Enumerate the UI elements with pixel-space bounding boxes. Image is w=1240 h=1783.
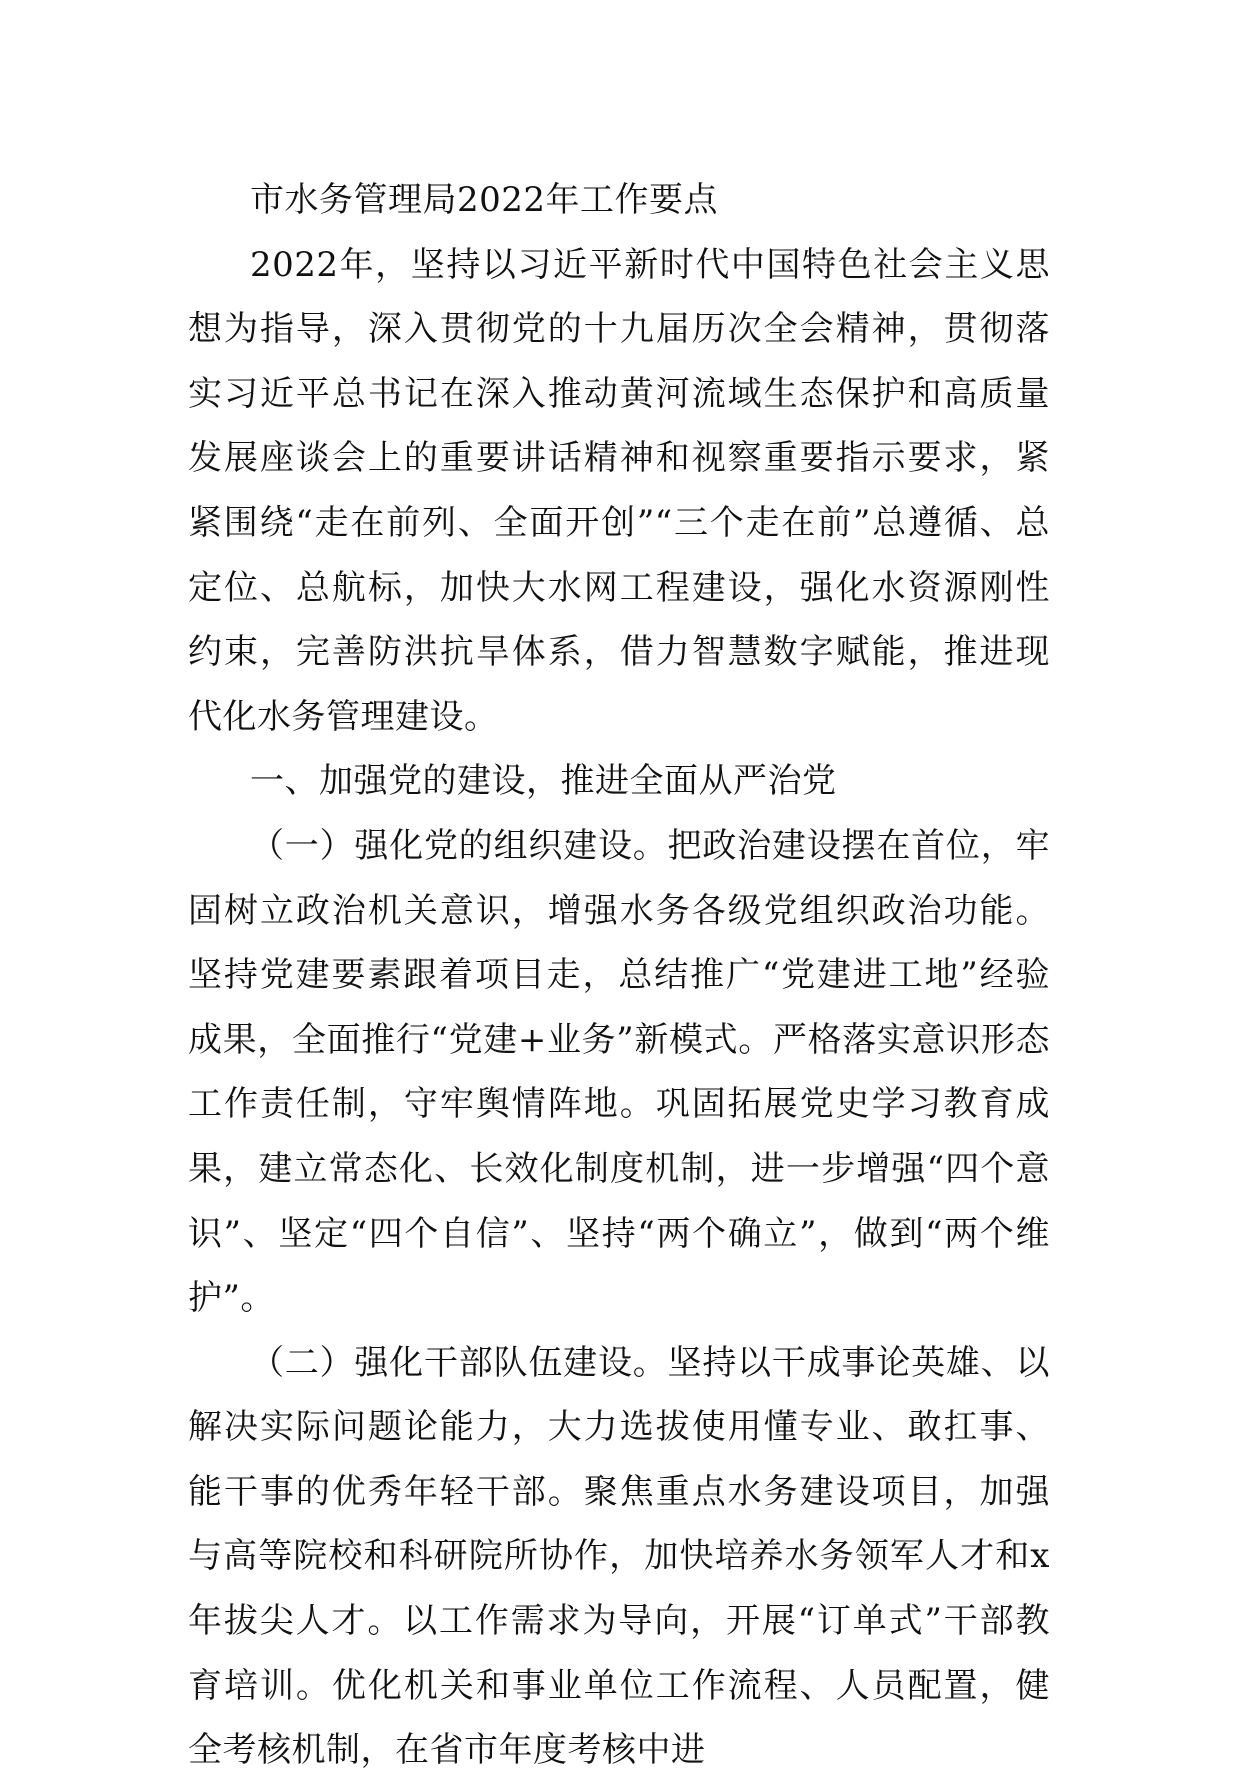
subsection-1-paragraph: （一）强化党的组织建设。把政治建设摆在首位，牢固树立政治机关意识，增强水务各级党组织政治功能。坚持党建要素跟着项目走，总结推广“党建进工地”经验成果，全面推行“党建+业务”新模式。严格落实意识形态工作责任制，守牢舆情阵地。巩固拓展党史学习教育成果，建立常态化、长效化制度机制，进一步增强“四个意识”、坚定“四个自信”、坚持“两个确立”，做到“两个维护”。 [188,825,1050,1319]
document-title: 市水务管理局2022年工作要点 [250,180,719,220]
subsection-2-paragraph: （二）强化干部队伍建设。坚持以干成事论英雄、以解决实际问题论能力，大力选拔使用懂专业、敢扛事、能干事的优秀年轻干部。聚焦重点水务建设项目，加强与高等院校和科研院所协作，加快培养水务领军人才和x年拔尖人才。以工作需求为导向，开展“订单式”干部教育培训。优化机关和事业单位工作流程、人员配置，健全考核机制，在省市年度考核中进 [188,1342,1050,1771]
intro-paragraph: 2022年，坚持以习近平新时代中国特色社会主义思想为指导，深入贯彻党的十九届历次全会精神，贯彻落实习近平总书记在深入推动黄河流域生态保护和高质量发展座谈会上的重要讲话精神和视察重要指示要求，紧紧围绕“走在前列、全面开创”“三个走在前”总遵循、总定位、总航标，加快大水网工程建设，强化水资源刚性约束，完善防洪抗旱体系，借力智慧数字赋能，推进现代化水务管理建设。 [188,244,1050,737]
section-heading-1: 一、加强党的建设，推进全面从严治党 [250,761,837,802]
document-body [188,168,1050,1783]
